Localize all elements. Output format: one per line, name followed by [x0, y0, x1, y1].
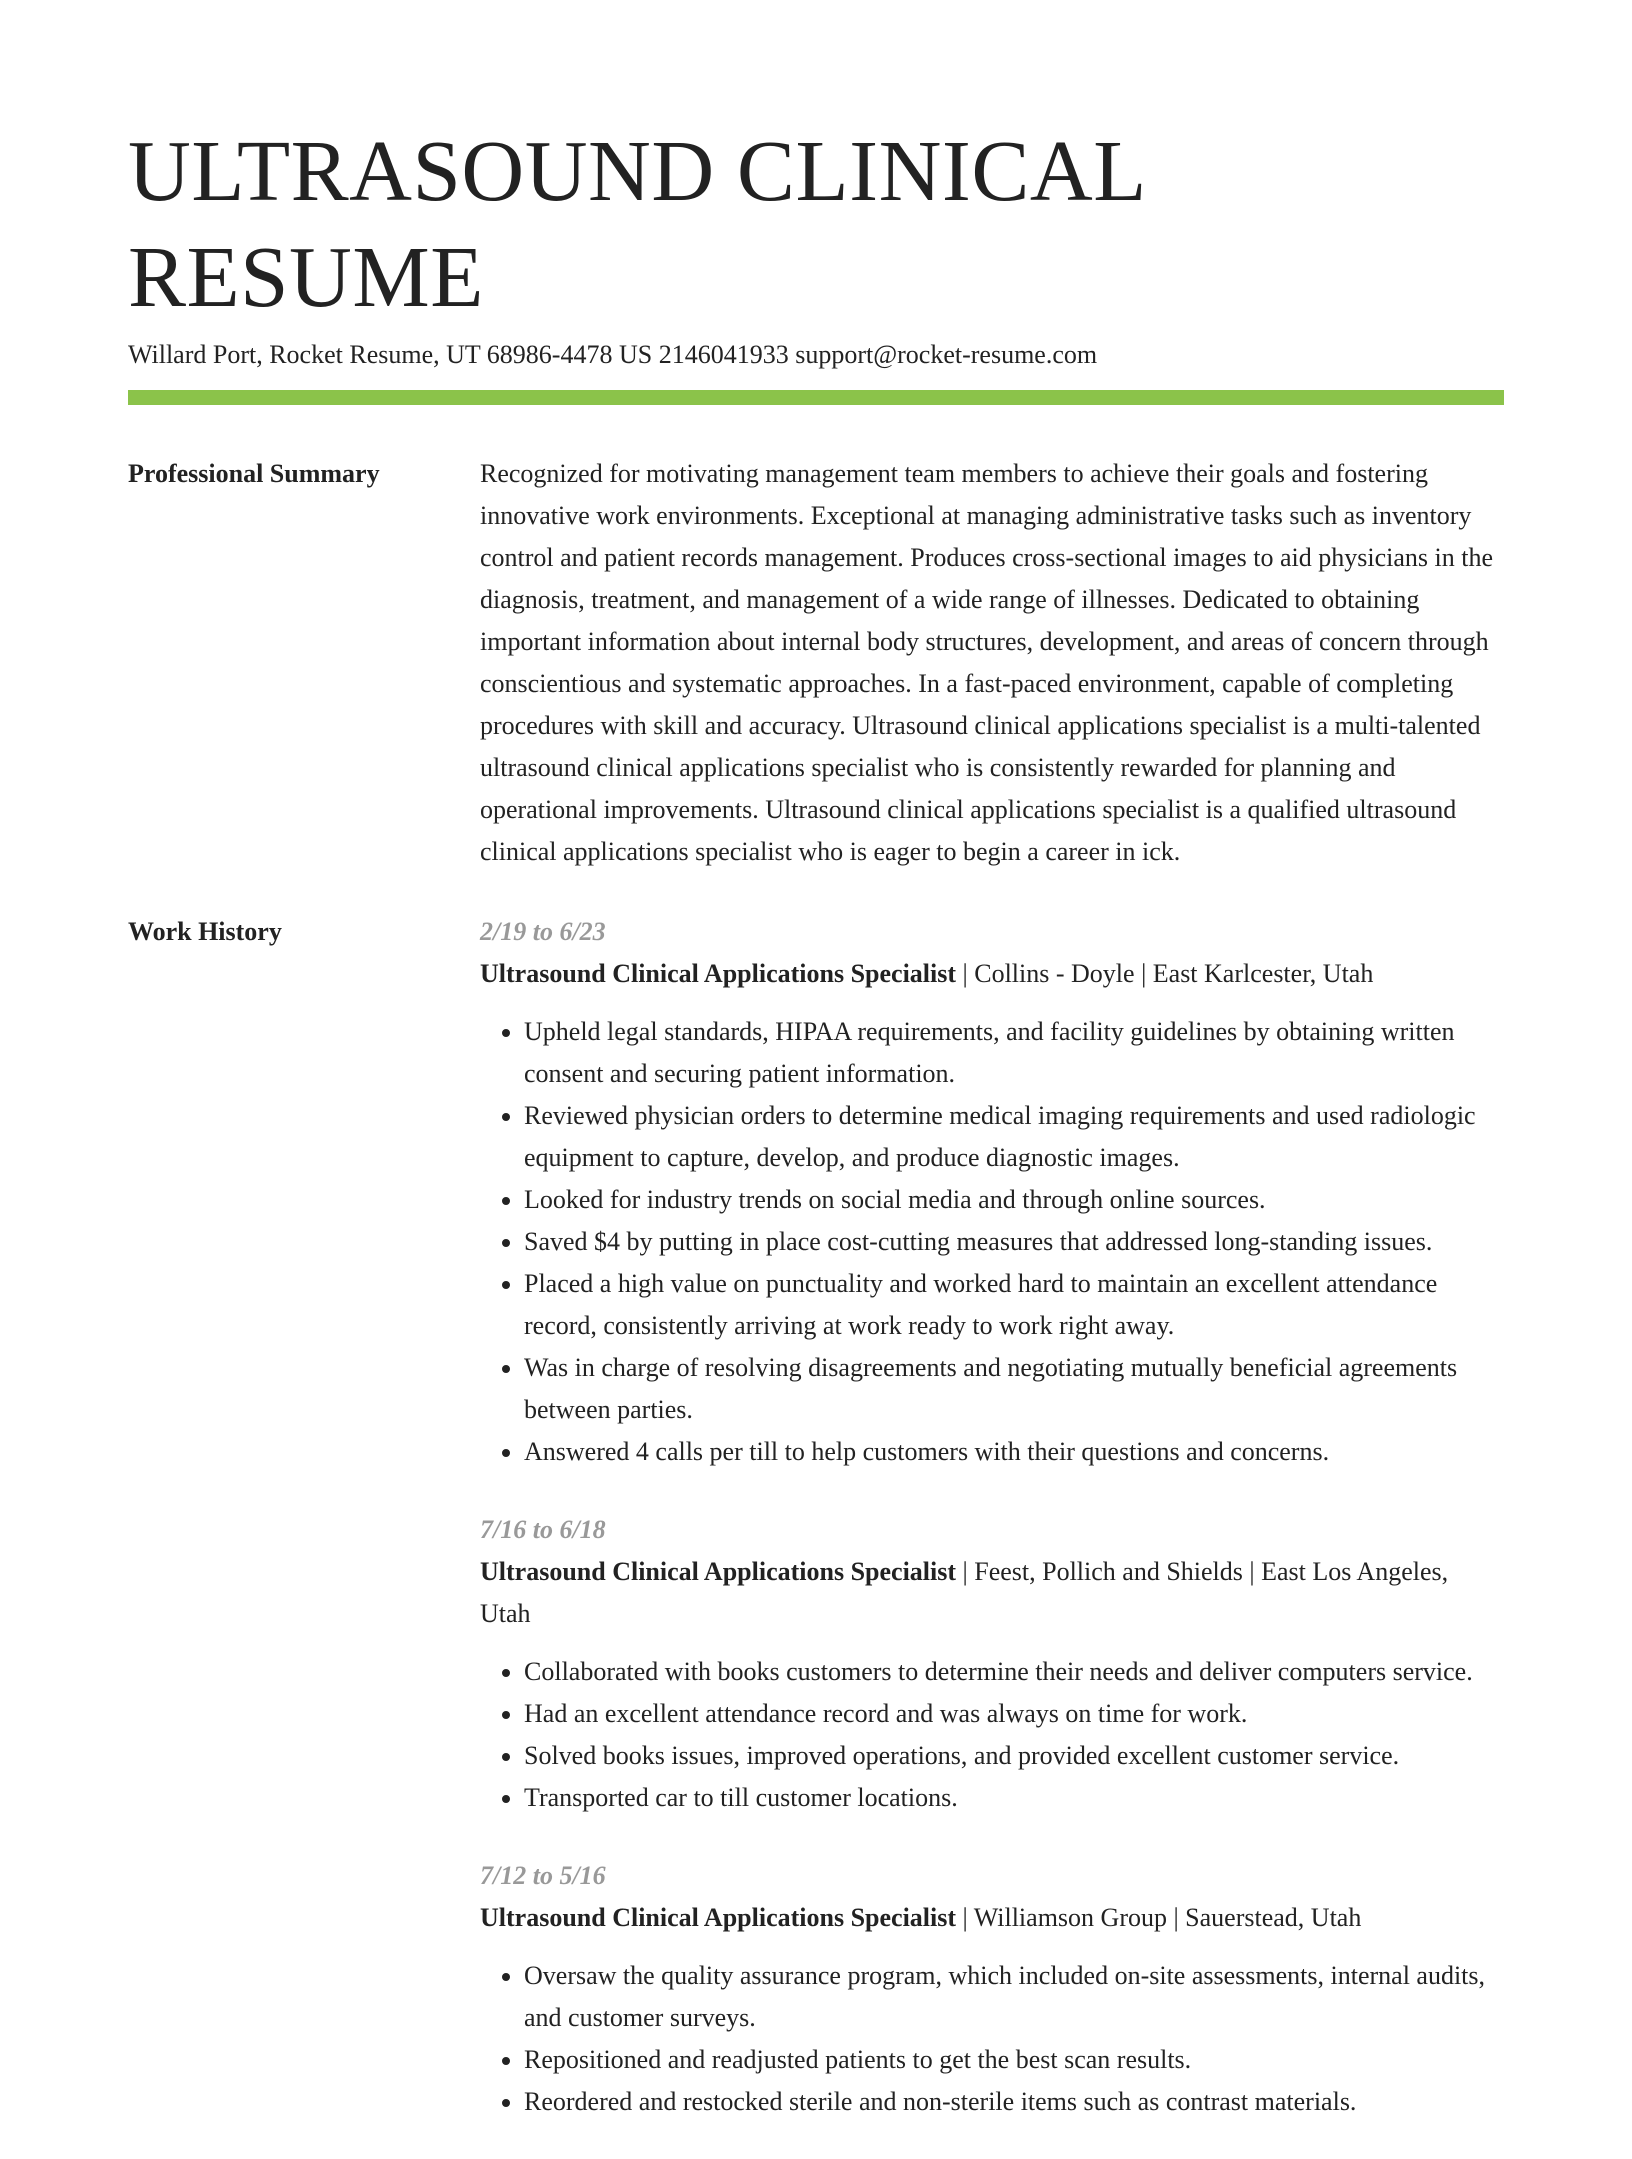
section-label-summary: Professional Summary	[128, 459, 380, 488]
job-dates: 7/16 to 6/18	[480, 1515, 606, 1544]
job-bullet: • Transported car to till customer locations.	[524, 1777, 1504, 1819]
contact-line: Willard Port, Rocket Resume, UT 68986-4478 US 2146041933 support@rocket-resume.com	[128, 340, 1098, 369]
job-heading	[480, 953, 1504, 995]
job-bullet: • Upheld legal standards, HIPAA requirements, and facility guidelines by obtaining written consent and securing patient information.	[524, 1011, 1504, 1095]
summary-body	[480, 453, 1504, 873]
job-heading	[480, 1551, 1504, 1635]
job-entry	[480, 1855, 1504, 2123]
job-bullet: • Solved books issues, improved operations, and provided excellent customer service.	[524, 1735, 1504, 1777]
job-dates: 2/19 to 6/23	[480, 917, 606, 946]
job-bullet: • Was in charge of resolving disagreements and negotiating mutually beneficial agreements between parties.	[524, 1347, 1504, 1431]
job-bullet: • Collaborated with books customers to determine their needs and deliver computers service.	[524, 1651, 1504, 1693]
job-bullet: • Reviewed physician orders to determine medical imaging requirements and used radiologic equipment to capture, develop, and produce diagnostic images.	[524, 1095, 1504, 1179]
job-title: Ultrasound Clinical Applications Specialist	[480, 959, 957, 988]
work-history-section	[128, 911, 1504, 2159]
job-bullet: • Oversaw the quality assurance program, which included on-site assessments, internal audits, and customer surveys.	[524, 1955, 1504, 2039]
job-bullet: • Had an excellent attendance record and was always on time for work.	[524, 1693, 1504, 1735]
job-title: Ultrasound Clinical Applications Specialist	[480, 1903, 957, 1932]
job-bullet: • Looked for industry trends on social media and through online sources.	[524, 1179, 1504, 1221]
resume-title: ULTRASOUND CLINICAL RESUME	[128, 122, 1144, 325]
job-bullet-list	[480, 1955, 1504, 2123]
job-bullet: • Placed a high value on punctuality and worked hard to maintain an excellent attendance record, consistently arriving at work ready to work right away.	[524, 1263, 1504, 1347]
summary-text: Recognized for motivating management team members to achieve their goals and fostering innovative work environments. Exceptional at managing administrative tasks such as inventory control and patient records management. Produces cross-sectional images to aid physicians in the diagnosis, treatment, and management of a wide range of illnesses. Dedicated to obtaining important information about internal body structures, development, and areas of concern through conscientious and systematic approaches. In a fast-paced environment, capable of completing procedures with skill and accuracy. Ultrasound clinical applications specialist is a multi-talented ultrasound clinical applications specialist who is consistently rewarded for planning and operational improvements. Ultrasound clinical applications specialist is a qualified ultrasound clinical applications specialist who is eager to begin a career in ick.	[480, 459, 1493, 866]
job-bullet: • Reordered and restocked sterile and non-sterile items such as contrast materials.	[524, 2081, 1504, 2123]
job-bullet: • Saved $4 by putting in place cost-cutting measures that addressed long-standing issues.	[524, 1221, 1504, 1263]
job-entry	[480, 911, 1504, 1473]
job-bullet: • Answered 4 calls per till to help customers with their questions and concerns.	[524, 1431, 1504, 1473]
job-employer-location: | Williamson Group | Sauerstead, Utah	[956, 1903, 1362, 1932]
job-dates: 7/12 to 5/16	[480, 1861, 606, 1890]
job-employer-location: | Feest, Pollich and Shields | East Los Angeles, Utah	[480, 1557, 1449, 1628]
job-heading	[480, 1897, 1504, 1939]
resume-page	[128, 0, 1504, 2159]
job-bullet: • Repositioned and readjusted patients to get the best scan results.	[524, 2039, 1504, 2081]
section-label-work-history: Work History	[128, 917, 282, 946]
job-entry	[480, 1509, 1504, 1819]
job-title: Ultrasound Clinical Applications Specialist	[480, 1557, 957, 1586]
accent-divider	[128, 390, 1504, 405]
professional-summary-section	[128, 453, 1504, 873]
work-history-body	[480, 911, 1504, 2159]
job-bullet-list	[480, 1651, 1504, 1819]
job-bullet-list	[480, 1011, 1504, 1473]
job-employer-location: | Collins - Doyle | East Karlcester, Utah	[956, 959, 1374, 988]
